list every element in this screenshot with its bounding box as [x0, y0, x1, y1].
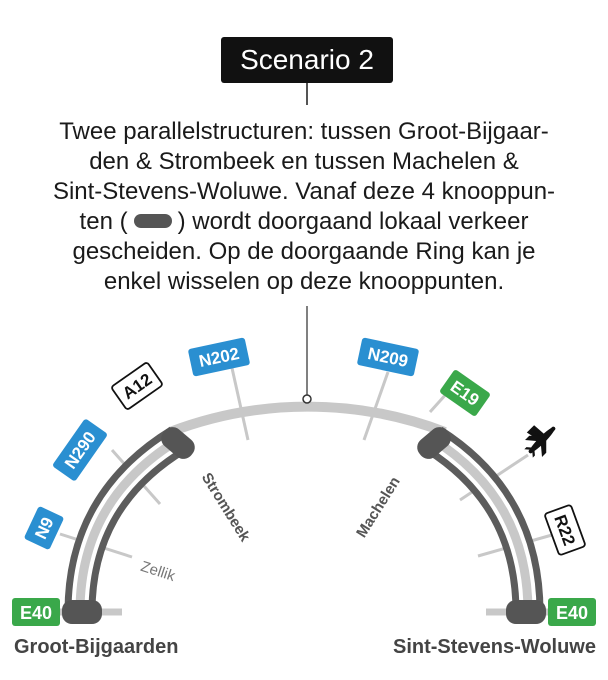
sign-e19 — [439, 369, 491, 417]
description-line-4 — [18, 207, 590, 237]
scenario-title: Scenario 2 — [221, 37, 393, 83]
description-line-4a: ten ( — [79, 208, 128, 235]
sign-n9 — [24, 506, 65, 550]
scenario-description — [18, 117, 590, 297]
description-line-4b: ) wordt doorgaand lokaal verkeer — [177, 208, 529, 235]
svg-text:N209: N209 — [366, 343, 410, 372]
sign-n202 — [188, 337, 251, 376]
svg-text:E19: E19 — [446, 376, 483, 410]
svg-text:N202: N202 — [197, 343, 241, 372]
description-line-6: enkel wisselen op deze knooppunten. — [103, 268, 505, 295]
junction-node-e40-left — [62, 600, 102, 624]
description-anchor-dot — [303, 395, 311, 403]
place-label-groot-bijgaarden: Groot-Bijgaarden — [14, 636, 179, 658]
place-label-strombeek: Strombeek — [197, 469, 254, 545]
sign-n290 — [52, 418, 108, 482]
sign-n209 — [357, 337, 420, 376]
parallel-structure-right — [434, 440, 548, 612]
svg-text:A12: A12 — [119, 369, 156, 404]
sign-e40-left — [12, 598, 60, 626]
svg-text:N290: N290 — [60, 428, 100, 473]
sign-r22 — [544, 505, 585, 556]
description-line-2: den & Strombeek en tussen Machelen & — [89, 148, 519, 175]
sign-e40-right — [548, 598, 596, 626]
description-line-5: gescheiden. Op de doorgaande Ring kan je — [72, 238, 536, 265]
svg-text:E40: E40 — [555, 603, 589, 623]
junction-pill-icon — [134, 214, 172, 228]
svg-text:R22: R22 — [550, 512, 579, 549]
description-line-3: Sint-Stevens-Woluwe. Vanaf deze 4 knooppun- — [52, 178, 556, 205]
place-label-sint-stevens-woluwe: Sint-Stevens-Woluwe — [393, 636, 596, 658]
place-label-zellik: Zellik — [138, 557, 178, 585]
sign-a12 — [111, 362, 163, 410]
svg-text:N9: N9 — [31, 514, 58, 543]
description-line-1: Twee parallelstructuren: tussen Groot-Bijgaar- — [59, 118, 549, 145]
ring-road — [170, 407, 445, 432]
title-connector — [306, 83, 308, 105]
svg-text:E40: E40 — [19, 603, 53, 623]
place-label-machelen: Machelen — [353, 473, 404, 541]
junction-node-e40-right — [506, 600, 546, 624]
